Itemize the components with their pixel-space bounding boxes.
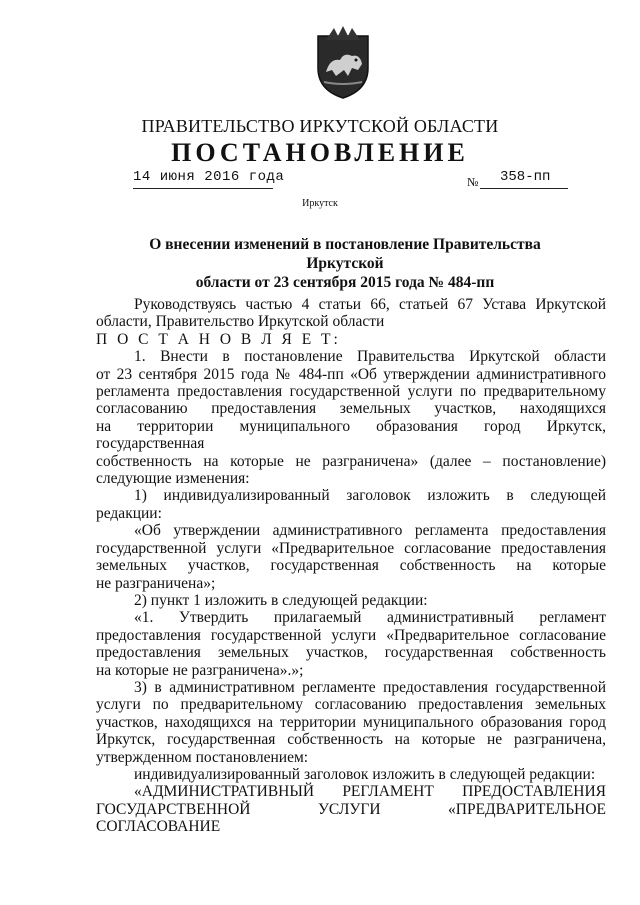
sub3-line-5: утвержденном постановлением: <box>96 748 309 766</box>
quote1-line-4: не разграничена»; <box>96 574 216 592</box>
document-date: 14 июня 2016 года <box>133 169 285 185</box>
decree-word: П О С Т А Н О В Л Я Е Т: <box>96 330 341 348</box>
number-label: № <box>467 175 479 189</box>
document-body <box>96 296 606 836</box>
sub1-line-2: редакции: <box>96 504 162 522</box>
document-number: 358-пп <box>500 169 551 185</box>
item1-line-7: следующие изменения: <box>96 470 250 488</box>
coat-of-arms-emblem <box>312 24 374 100</box>
sub3-line-3: участков, находящихся на территории муниципального образования город <box>96 713 606 731</box>
document-title <box>110 235 580 292</box>
item1-line-6: собственность на которые не разграничена» (далее – постановление) <box>96 452 606 470</box>
sub3-action-line: индивидуализированный заголовок изложить в следующей редакции: <box>134 765 596 783</box>
title-line-1: О внесении изменений в постановление Правительства Иркутской <box>149 236 541 272</box>
number-underline <box>480 188 568 189</box>
quote2-line-3: предоставления земельных участков, государственная собственность <box>96 644 606 662</box>
preamble-line-1: Руководствуясь частью 4 статьи 66, статьей 67 Устава Иркутской <box>134 296 606 313</box>
sub2-line: 2) пункт 1 изложить в следующей редакции: <box>134 591 428 609</box>
title-line-2: области от 23 сентября 2015 года № 484-пп <box>195 274 495 291</box>
quote2-line-2: предоставления государственной услуги «Предварительное согласование <box>96 626 606 644</box>
sub3-line-1: 3) в административном регламенте предоставления государственной <box>134 678 606 696</box>
date-underline <box>133 188 273 189</box>
preamble-line-2: области, Правительство Иркутской области <box>96 313 385 331</box>
government-name: ПРАВИТЕЛЬСТВО ИРКУТСКОЙ ОБЛАСТИ <box>141 116 499 136</box>
document-type: ПОСТАНОВЛЕНИЕ <box>171 138 469 167</box>
caps-line-1: «АДМИНИСТРАТИВНЫЙ РЕГЛАМЕНТ ПРЕДОСТАВЛЕНИЯ <box>134 783 606 801</box>
sub1-line-1: 1) индивидуализированный заголовок изложить в следующей <box>134 487 606 505</box>
item1-line-5: на территории муниципального образования город Иркутск, государственная <box>96 417 606 453</box>
item1-line-2: от 23 сентября 2015 года № 484-пп «Об утверждении административного <box>96 365 606 383</box>
city-name: Иркутск <box>302 198 338 209</box>
item1-line-4: согласованию предоставления земельных участков, находящихся <box>96 400 606 418</box>
sub3-line-4: Иркутск, государственная собственность на которые не разграничена, <box>96 731 606 749</box>
quote1-line-1: «Об утверждении административного регламента предоставления <box>134 522 606 540</box>
sub3-line-2: услуги по предварительному согласованию предоставления земельных <box>96 696 606 714</box>
item1-line-1: 1. Внести в постановление Правительства Иркутской области <box>134 348 606 366</box>
quote1-line-3: земельных участков, государственная собственность на которые <box>96 557 606 575</box>
item1-line-3: регламента предоставления государственной услуги по предварительному <box>96 383 606 401</box>
quote1-line-2: государственной услуги «Предварительное согласование предоставления <box>96 539 606 557</box>
quote2-line-1: «1. Утвердить прилагаемый административный регламент <box>134 609 606 627</box>
quote2-line-4: на которые не разграничена».»; <box>96 661 304 679</box>
caps-line-2: ГОСУДАРСТВЕННОЙ УСЛУГИ «ПРЕДВАРИТЕЛЬНОЕ СОГЛАСОВАНИЕ <box>96 800 606 836</box>
